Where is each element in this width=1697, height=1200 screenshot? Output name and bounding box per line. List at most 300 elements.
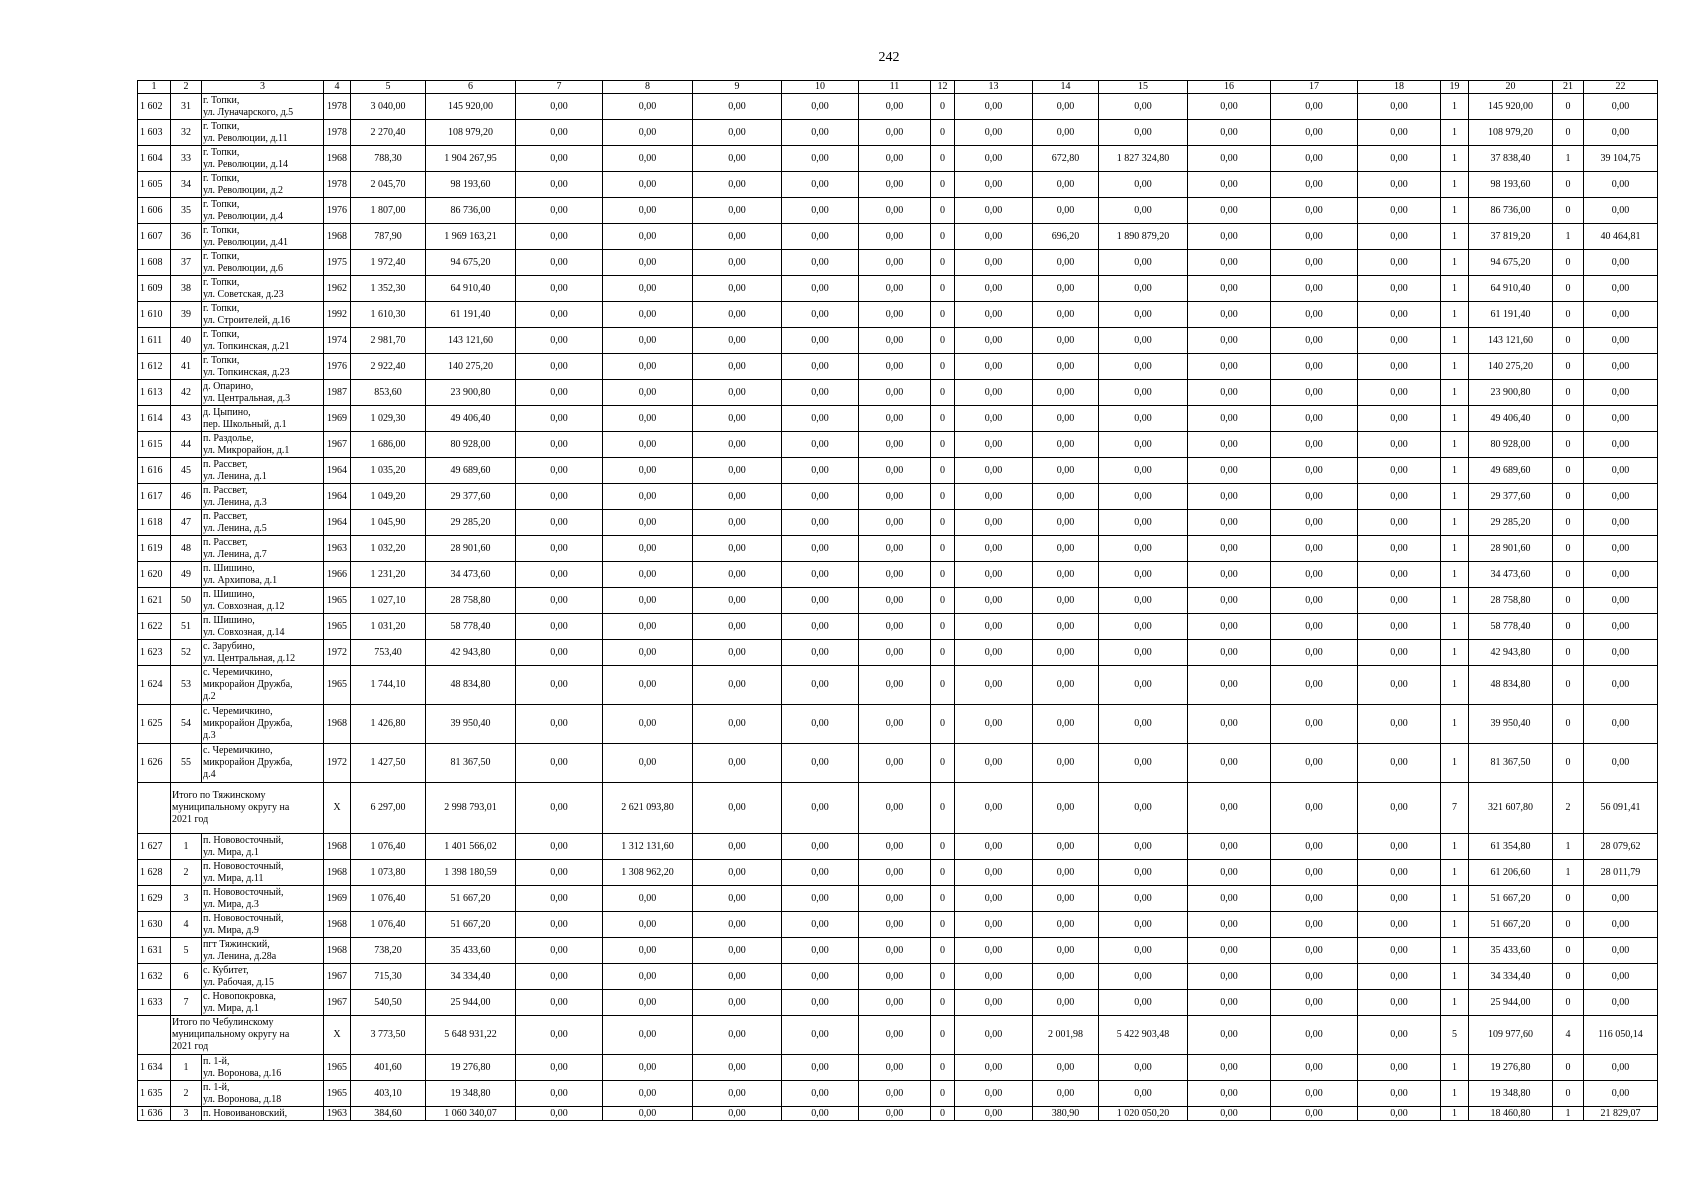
value-cell: 0,00 — [603, 614, 693, 640]
row-number-cell: 1 617 — [138, 484, 171, 510]
subtotal-label-cell: Итого по Чебулинскому муниципальному округу на 2021 год — [171, 1016, 324, 1055]
value-cell: 0,00 — [693, 964, 782, 990]
value-cell: 0,00 — [1358, 562, 1441, 588]
value-cell: 34 473,60 — [1469, 562, 1553, 588]
value-cell: 0,00 — [782, 146, 859, 172]
value-cell: 0,00 — [516, 510, 603, 536]
value-cell: 0,00 — [1271, 328, 1358, 354]
value-cell: 1 — [1441, 302, 1469, 328]
address-cell: п. 1-й, ул. Воронова, д.16 — [202, 1055, 324, 1081]
value-cell: 0,00 — [693, 1107, 782, 1121]
page-number: 242 — [878, 50, 900, 65]
value-cell: 1967 — [324, 964, 351, 990]
value-cell: 0,00 — [782, 510, 859, 536]
value-cell: 0,00 — [1188, 705, 1271, 744]
local-index-cell: 35 — [171, 198, 202, 224]
value-cell: 715,30 — [351, 964, 426, 990]
table-row — [138, 120, 1658, 146]
value-cell: 0,00 — [782, 614, 859, 640]
value-cell: 1 — [1441, 990, 1469, 1016]
value-cell: 0,00 — [693, 562, 782, 588]
address-cell: п. Нововосточный, ул. Мира, д.9 — [202, 912, 324, 938]
value-cell: 0,00 — [782, 886, 859, 912]
table-row — [138, 640, 1658, 666]
address-cell: г. Топки, ул. Луначарского, д.5 — [202, 94, 324, 120]
value-cell: 0,00 — [1358, 458, 1441, 484]
value-cell: 0,00 — [782, 912, 859, 938]
local-index-cell: 48 — [171, 536, 202, 562]
value-cell: 1963 — [324, 536, 351, 562]
value-cell: 0,00 — [1271, 458, 1358, 484]
value-cell: 0,00 — [603, 562, 693, 588]
address-cell: с. Черемичкино, микрорайон Дружба, д.3 — [202, 705, 324, 744]
local-index-cell: 1 — [171, 1055, 202, 1081]
table-body — [138, 81, 1658, 1121]
value-cell: 0,00 — [859, 783, 931, 834]
value-cell: 28 011,79 — [1584, 860, 1658, 886]
value-cell: 0,00 — [782, 1107, 859, 1121]
value-cell: 0,00 — [955, 432, 1033, 458]
value-cell: 0,00 — [1584, 990, 1658, 1016]
value-cell: 2 — [1553, 783, 1584, 834]
value-cell: 0 — [931, 172, 955, 198]
value-cell: 1964 — [324, 510, 351, 536]
value-cell: 0,00 — [1358, 354, 1441, 380]
value-cell: 0 — [931, 938, 955, 964]
value-cell: 98 193,60 — [426, 172, 516, 198]
value-cell: 0,00 — [1358, 276, 1441, 302]
value-cell: 0,00 — [1033, 198, 1099, 224]
local-index-cell: 41 — [171, 354, 202, 380]
value-cell: 0,00 — [1033, 562, 1099, 588]
value-cell: 1 — [1441, 380, 1469, 406]
value-cell: 1967 — [324, 990, 351, 1016]
local-index-cell: 49 — [171, 562, 202, 588]
value-cell: 0,00 — [1271, 640, 1358, 666]
value-cell: 23 900,80 — [426, 380, 516, 406]
value-cell: 140 275,20 — [426, 354, 516, 380]
value-cell: 1968 — [324, 146, 351, 172]
value-cell: 401,60 — [351, 1055, 426, 1081]
value-cell: 0,00 — [955, 276, 1033, 302]
value-cell: 0,00 — [782, 432, 859, 458]
value-cell: 0,00 — [955, 1107, 1033, 1121]
value-cell: 0 — [931, 1081, 955, 1107]
column-number-header: 12 — [931, 81, 955, 94]
value-cell: 0,00 — [1099, 172, 1188, 198]
value-cell: 0,00 — [1358, 834, 1441, 860]
value-cell: 0,00 — [603, 1081, 693, 1107]
empty-cell — [138, 783, 171, 834]
value-cell: 0,00 — [603, 536, 693, 562]
value-cell: 49 689,60 — [1469, 458, 1553, 484]
subtotal-label-cell: Итого по Тяжинскому муниципальному округу на 2021 год — [171, 783, 324, 834]
value-cell: 0,00 — [1271, 562, 1358, 588]
value-cell: 1965 — [324, 614, 351, 640]
value-cell: 0,00 — [1188, 912, 1271, 938]
value-cell: 0 — [931, 250, 955, 276]
value-cell: 1968 — [324, 224, 351, 250]
value-cell: 0,00 — [1188, 328, 1271, 354]
value-cell: 61 191,40 — [426, 302, 516, 328]
value-cell: 0,00 — [603, 328, 693, 354]
value-cell: 0,00 — [859, 458, 931, 484]
value-cell: 0,00 — [1188, 1107, 1271, 1121]
value-cell: 0 — [931, 198, 955, 224]
value-cell: 1 744,10 — [351, 666, 426, 705]
value-cell: 86 736,00 — [1469, 198, 1553, 224]
value-cell: 0,00 — [1271, 536, 1358, 562]
value-cell: 0,00 — [1033, 705, 1099, 744]
value-cell: 98 193,60 — [1469, 172, 1553, 198]
row-number-cell: 1 616 — [138, 458, 171, 484]
value-cell: 0,00 — [1358, 938, 1441, 964]
value-cell: 1 — [1441, 94, 1469, 120]
value-cell: 0,00 — [1188, 380, 1271, 406]
value-cell: 0,00 — [693, 1055, 782, 1081]
local-index-cell: 38 — [171, 276, 202, 302]
value-cell: 1 029,30 — [351, 406, 426, 432]
value-cell: 80 928,00 — [426, 432, 516, 458]
value-cell: 0,00 — [1584, 562, 1658, 588]
value-cell: 0,00 — [693, 614, 782, 640]
row-number-cell: 1 630 — [138, 912, 171, 938]
value-cell: 0,00 — [955, 744, 1033, 783]
value-cell: 1975 — [324, 250, 351, 276]
value-cell: 0,00 — [1188, 562, 1271, 588]
value-cell: 1 — [1441, 744, 1469, 783]
value-cell: 0 — [1553, 912, 1584, 938]
value-cell: 0 — [931, 328, 955, 354]
value-cell: 0,00 — [603, 302, 693, 328]
value-cell: X — [324, 783, 351, 834]
value-cell: 42 943,80 — [1469, 640, 1553, 666]
value-cell: 0,00 — [1271, 588, 1358, 614]
value-cell: 39 950,40 — [1469, 705, 1553, 744]
value-cell: 0,00 — [1358, 328, 1441, 354]
value-cell: 94 675,20 — [426, 250, 516, 276]
value-cell: 0,00 — [516, 276, 603, 302]
value-cell: 0,00 — [516, 705, 603, 744]
value-cell: 19 276,80 — [1469, 1055, 1553, 1081]
value-cell: 1974 — [324, 328, 351, 354]
value-cell: 0,00 — [955, 198, 1033, 224]
local-index-cell: 34 — [171, 172, 202, 198]
column-number-header: 15 — [1099, 81, 1188, 94]
value-cell: 0,00 — [955, 510, 1033, 536]
value-cell: 1 401 566,02 — [426, 834, 516, 860]
value-cell: 0,00 — [516, 172, 603, 198]
value-cell: 0,00 — [1099, 666, 1188, 705]
value-cell: 2 998 793,01 — [426, 783, 516, 834]
local-index-cell: 32 — [171, 120, 202, 146]
row-number-cell: 1 624 — [138, 666, 171, 705]
value-cell: 1 — [1441, 640, 1469, 666]
value-cell: 0,00 — [1033, 120, 1099, 146]
value-cell: 0,00 — [1584, 614, 1658, 640]
local-index-cell: 6 — [171, 964, 202, 990]
value-cell: 1 — [1441, 484, 1469, 510]
value-cell: 0 — [1553, 1081, 1584, 1107]
value-cell: 0,00 — [693, 1016, 782, 1055]
value-cell: 0,00 — [1033, 783, 1099, 834]
value-cell: 51 667,20 — [1469, 886, 1553, 912]
value-cell: 0,00 — [516, 302, 603, 328]
value-cell: 64 910,40 — [426, 276, 516, 302]
local-index-cell: 2 — [171, 860, 202, 886]
value-cell: 1 035,20 — [351, 458, 426, 484]
row-number-cell: 1 622 — [138, 614, 171, 640]
value-cell: 0,00 — [782, 1081, 859, 1107]
value-cell: 0,00 — [603, 354, 693, 380]
address-cell: г. Топки, ул. Революции, д.41 — [202, 224, 324, 250]
value-cell: 19 348,80 — [1469, 1081, 1553, 1107]
value-cell: 0,00 — [1188, 276, 1271, 302]
value-cell: 0,00 — [693, 1081, 782, 1107]
value-cell: 0,00 — [1188, 354, 1271, 380]
value-cell: 0,00 — [782, 834, 859, 860]
value-cell: 0,00 — [516, 588, 603, 614]
value-cell: 29 285,20 — [426, 510, 516, 536]
value-cell: 0,00 — [1584, 198, 1658, 224]
value-cell: 0 — [931, 990, 955, 1016]
value-cell: 0,00 — [603, 886, 693, 912]
value-cell: 140 275,20 — [1469, 354, 1553, 380]
value-cell: 0,00 — [1188, 250, 1271, 276]
row-number-cell: 1 611 — [138, 328, 171, 354]
value-cell: 1965 — [324, 1081, 351, 1107]
value-cell: 0,00 — [1033, 432, 1099, 458]
value-cell: 1962 — [324, 276, 351, 302]
row-number-cell: 1 614 — [138, 406, 171, 432]
value-cell: 2 621 093,80 — [603, 783, 693, 834]
value-cell: 0,00 — [955, 406, 1033, 432]
value-cell: 1 — [1553, 146, 1584, 172]
value-cell: 1965 — [324, 588, 351, 614]
value-cell: 0 — [1553, 432, 1584, 458]
value-cell: 0,00 — [1358, 705, 1441, 744]
value-cell: 1 031,20 — [351, 614, 426, 640]
value-cell: 0,00 — [1188, 834, 1271, 860]
value-cell: 0,00 — [603, 146, 693, 172]
value-cell: 37 838,40 — [1469, 146, 1553, 172]
subtotal-row — [138, 783, 1658, 834]
value-cell: 0 — [931, 562, 955, 588]
value-cell: 0,00 — [859, 302, 931, 328]
value-cell: 0 — [931, 536, 955, 562]
value-cell: 1 890 879,20 — [1099, 224, 1188, 250]
value-cell: 1 — [1441, 964, 1469, 990]
value-cell: 0,00 — [955, 912, 1033, 938]
value-cell: 61 354,80 — [1469, 834, 1553, 860]
value-cell: 0,00 — [1271, 1016, 1358, 1055]
address-cell: д. Цыпино, пер. Школьный, д.1 — [202, 406, 324, 432]
value-cell: 0,00 — [1099, 458, 1188, 484]
value-cell: 0 — [1553, 614, 1584, 640]
table-row — [138, 250, 1658, 276]
value-cell: 0,00 — [1584, 484, 1658, 510]
value-cell: 0,00 — [859, 276, 931, 302]
value-cell: 0,00 — [516, 744, 603, 783]
local-index-cell: 40 — [171, 328, 202, 354]
value-cell: 1968 — [324, 860, 351, 886]
value-cell: 108 979,20 — [1469, 120, 1553, 146]
value-cell: 3 773,50 — [351, 1016, 426, 1055]
value-cell: 1 969 163,21 — [426, 224, 516, 250]
value-cell: 0,00 — [693, 224, 782, 250]
value-cell: 58 778,40 — [1469, 614, 1553, 640]
value-cell: 0,00 — [1358, 406, 1441, 432]
value-cell: 1987 — [324, 380, 351, 406]
row-number-cell: 1 610 — [138, 302, 171, 328]
local-index-cell: 42 — [171, 380, 202, 406]
value-cell: 0,00 — [1584, 328, 1658, 354]
value-cell: 0,00 — [1099, 1055, 1188, 1081]
table-row — [138, 536, 1658, 562]
value-cell: 5 — [1441, 1016, 1469, 1055]
value-cell: 0 — [1553, 1055, 1584, 1081]
value-cell: 0 — [931, 406, 955, 432]
value-cell: 0 — [1553, 510, 1584, 536]
value-cell: 0,00 — [693, 744, 782, 783]
value-cell: 0,00 — [859, 94, 931, 120]
value-cell: 0,00 — [1584, 172, 1658, 198]
value-cell: 0,00 — [1271, 172, 1358, 198]
local-index-cell: 31 — [171, 94, 202, 120]
value-cell: 0,00 — [1188, 224, 1271, 250]
value-cell: 0,00 — [603, 224, 693, 250]
value-cell: 56 091,41 — [1584, 783, 1658, 834]
value-cell: 0,00 — [516, 354, 603, 380]
value-cell: 48 834,80 — [1469, 666, 1553, 705]
value-cell: 0,00 — [693, 938, 782, 964]
value-cell: 0,00 — [1271, 94, 1358, 120]
value-cell: 0,00 — [782, 484, 859, 510]
value-cell: 0,00 — [1033, 380, 1099, 406]
value-cell: 0,00 — [1188, 484, 1271, 510]
value-cell: 0,00 — [1584, 380, 1658, 406]
local-index-cell: 45 — [171, 458, 202, 484]
value-cell: 1978 — [324, 120, 351, 146]
value-cell: 0,00 — [859, 172, 931, 198]
value-cell: 0,00 — [1584, 938, 1658, 964]
value-cell: 1 — [1553, 224, 1584, 250]
value-cell: 0,00 — [1584, 1081, 1658, 1107]
value-cell: 0,00 — [1188, 1081, 1271, 1107]
value-cell: 49 689,60 — [426, 458, 516, 484]
value-cell: 0,00 — [1358, 510, 1441, 536]
value-cell: 1 827 324,80 — [1099, 146, 1188, 172]
value-cell: 0,00 — [859, 1107, 931, 1121]
value-cell: 0,00 — [1358, 964, 1441, 990]
value-cell: 0,00 — [1358, 588, 1441, 614]
value-cell: 0,00 — [693, 94, 782, 120]
value-cell: 0,00 — [955, 120, 1033, 146]
row-number-cell: 1 632 — [138, 964, 171, 990]
address-cell: г. Топки, ул. Советская, д.23 — [202, 276, 324, 302]
value-cell: 0,00 — [1271, 432, 1358, 458]
value-cell: 0,00 — [1358, 94, 1441, 120]
value-cell: 0,00 — [955, 536, 1033, 562]
value-cell: 0,00 — [859, 536, 931, 562]
value-cell: 0,00 — [1188, 640, 1271, 666]
value-cell: 0 — [931, 224, 955, 250]
value-cell: 0,00 — [693, 120, 782, 146]
value-cell: 0,00 — [516, 198, 603, 224]
value-cell: 0 — [931, 1107, 955, 1121]
value-cell: 1 — [1441, 406, 1469, 432]
value-cell: 1964 — [324, 458, 351, 484]
row-number-cell: 1 615 — [138, 432, 171, 458]
value-cell: 0,00 — [1099, 510, 1188, 536]
value-cell: 0,00 — [1271, 886, 1358, 912]
address-cell: п. Шишино, ул. Совхозная, д.14 — [202, 614, 324, 640]
value-cell: 0,00 — [1358, 666, 1441, 705]
value-cell: 1966 — [324, 562, 351, 588]
value-cell: 0,00 — [1584, 276, 1658, 302]
value-cell: 51 667,20 — [426, 886, 516, 912]
value-cell: 40 464,81 — [1584, 224, 1658, 250]
value-cell: 0,00 — [782, 1055, 859, 1081]
value-cell: 0,00 — [693, 380, 782, 406]
value-cell: 0,00 — [1358, 198, 1441, 224]
value-cell: 0,00 — [693, 458, 782, 484]
table-row — [138, 302, 1658, 328]
value-cell: 0,00 — [1358, 744, 1441, 783]
value-cell: 0,00 — [516, 860, 603, 886]
value-cell: 0,00 — [1271, 276, 1358, 302]
value-cell: 0,00 — [1358, 912, 1441, 938]
column-number-header: 17 — [1271, 81, 1358, 94]
value-cell: 0,00 — [693, 172, 782, 198]
table-row — [138, 614, 1658, 640]
local-index-cell: 2 — [171, 1081, 202, 1107]
value-cell: 0,00 — [603, 666, 693, 705]
value-cell: 0,00 — [955, 484, 1033, 510]
value-cell: 672,80 — [1033, 146, 1099, 172]
value-cell: 0 — [1553, 458, 1584, 484]
value-cell: 0,00 — [516, 146, 603, 172]
row-number-cell: 1 627 — [138, 834, 171, 860]
table-row — [138, 1081, 1658, 1107]
column-number-header: 8 — [603, 81, 693, 94]
value-cell: 0,00 — [1099, 640, 1188, 666]
value-cell: 23 900,80 — [1469, 380, 1553, 406]
value-cell: 7 — [1441, 783, 1469, 834]
value-cell: 0,00 — [1584, 1055, 1658, 1081]
value-cell: 0,00 — [693, 990, 782, 1016]
address-cell: п. Шишино, ул. Совхозная, д.12 — [202, 588, 324, 614]
value-cell: 0,00 — [1358, 302, 1441, 328]
table-row — [138, 860, 1658, 886]
value-cell: 1 — [1441, 510, 1469, 536]
value-cell: 696,20 — [1033, 224, 1099, 250]
value-cell: 0,00 — [955, 990, 1033, 1016]
value-cell: 1 686,00 — [351, 432, 426, 458]
value-cell: 0,00 — [955, 860, 1033, 886]
value-cell: 39 104,75 — [1584, 146, 1658, 172]
value-cell: 0,00 — [1099, 990, 1188, 1016]
value-cell: 0,00 — [693, 860, 782, 886]
value-cell: 1 — [1441, 146, 1469, 172]
value-cell: 1 — [1441, 536, 1469, 562]
value-cell: 0,00 — [1584, 588, 1658, 614]
value-cell: 0,00 — [603, 276, 693, 302]
column-number-header: 11 — [859, 81, 931, 94]
row-number-cell: 1 631 — [138, 938, 171, 964]
address-cell: пгт Тяжинский, ул. Ленина, д.28а — [202, 938, 324, 964]
table-row — [138, 172, 1658, 198]
